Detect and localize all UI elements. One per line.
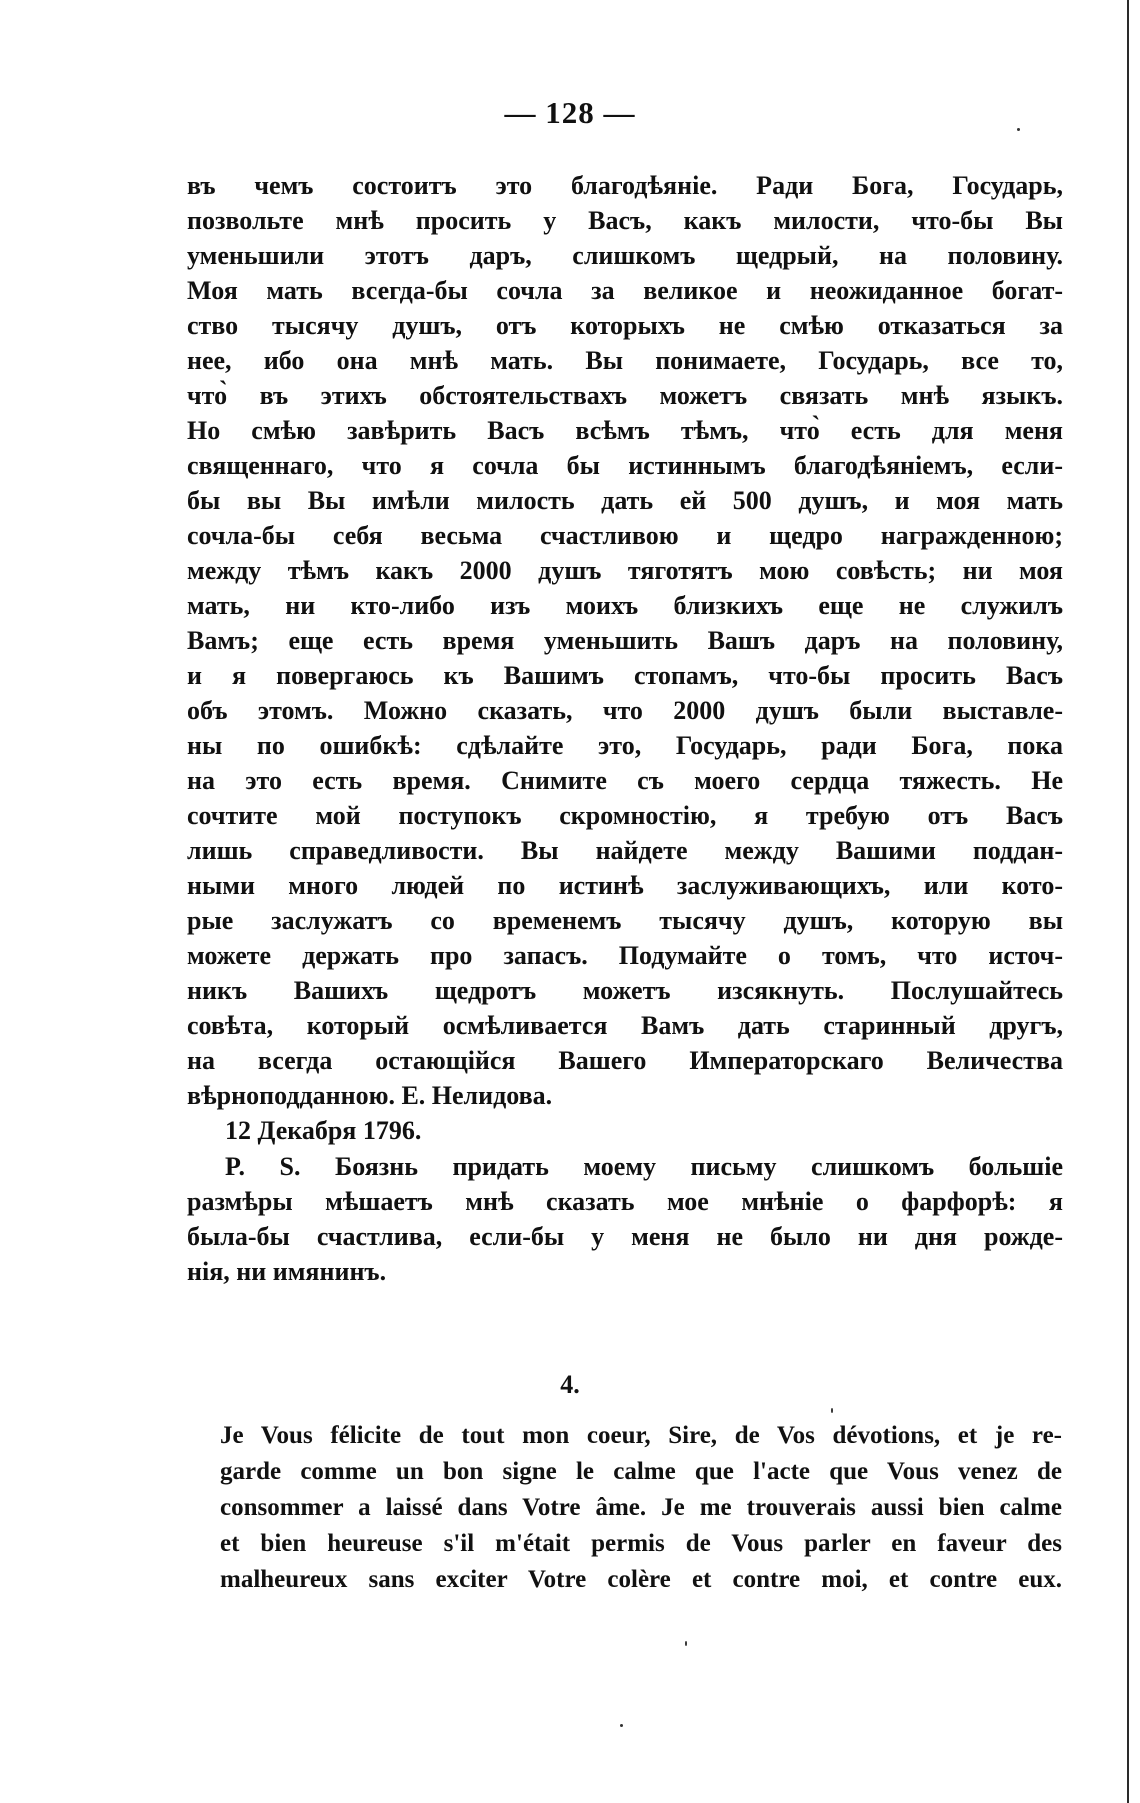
scan-speck (831, 1408, 833, 1413)
text-line: нее, ибо она мнѣ мать. Вы понимаете, Государь, все то, (187, 346, 1063, 375)
text-line: въ чемъ состоитъ это благодѣяніе. Ради Бога, Государь, (187, 171, 1063, 200)
text-line: между тѣмъ какъ 2000 душъ тяготятъ мою совѣсть; ни моя (187, 556, 1063, 585)
text-line: можете держать про запасъ. Подумайте о томъ, что источ- (187, 941, 1063, 970)
text-line: сочла-бы себя весьма счастливою и щедро награжденною; (187, 521, 1063, 550)
text-line: объ этомъ. Можно сказать, что 2000 душъ были выставле- (187, 696, 1063, 725)
text-line: Но смѣю завѣрить Васъ всѣмъ тѣмъ, что̀ есть для меня (187, 416, 1063, 445)
text-line: и я повергаюсь къ Вашимъ стопамъ, что-бы просить Васъ (187, 661, 1063, 690)
text-line: позвольте мнѣ просить у Васъ, какъ милости, что-бы Вы (187, 206, 1063, 235)
scan-speck (620, 1724, 623, 1727)
french-text-line: malheureux sans exciter Votre colère et contre moi, et contre eux. (220, 1566, 1062, 1593)
text-line: ны по ошибкѣ: сдѣлайте это, Государь, ради Бога, пока (187, 731, 1063, 760)
text-line: лишь справедливости. Вы найдете между Вашими поддан- (187, 836, 1063, 865)
section-number: 4. (560, 1370, 580, 1399)
text-line: Вамъ; еще есть время уменьшить Вашъ даръ на половину, (187, 626, 1063, 655)
french-text-line: et bien heureuse s'il m'était permis de Vous parler en faveur des (220, 1530, 1062, 1557)
text-line: мать, ни кто-либо изъ моихъ близкихъ еще не служилъ (187, 591, 1063, 620)
text-line: бы вы Вы имѣли милость дать ей 500 душъ, и моя мать (187, 486, 1063, 515)
text-line: ными много людей по истинѣ заслуживающихъ, или кото- (187, 871, 1063, 900)
page-edge-rule (1127, 0, 1129, 1803)
russian-letter-body (187, 168, 1063, 1289)
text-line: Моя мать всегда-бы сочла за великое и неожиданное богат- (187, 276, 1063, 305)
text-line: совѣта, который осмѣливается Вамъ дать старинный другъ, (187, 1011, 1063, 1040)
text-line: священнаго, что я сочла бы истиннымъ благодѣяніемъ, если- (187, 451, 1063, 480)
text-line: уменьшили этотъ даръ, слишкомъ щедрый, на половину. (187, 241, 1063, 270)
postscript-line: нія, ни имянинъ. (187, 1257, 387, 1286)
text-line: на это есть время. Снимите съ моего сердца тяжесть. Не (187, 766, 1063, 795)
scan-speck (685, 1641, 687, 1646)
french-text-line: consommer a laissé dans Votre âme. Je me trouverais aussi bien calme (220, 1494, 1062, 1521)
french-letter-body (220, 1418, 1062, 1598)
postscript-line: размѣры мѣшаетъ мнѣ сказать мое мнѣніе о фарфорѣ: я (187, 1187, 1063, 1216)
postscript-line: была-бы счастлива, если-бы у меня не было ни дня рожде- (187, 1222, 1063, 1251)
page-number: — 128 — (504, 95, 636, 130)
letter-date: 12 Декабря 1796. (225, 1116, 422, 1145)
text-line: рые заслужатъ со временемъ тысячу душъ, которую вы (187, 906, 1063, 935)
text-line: сочтите мой поступокъ скромностію, я требую отъ Васъ (187, 801, 1063, 830)
french-text-line: garde comme un bon signe le calme que l'acte que Vous venez de (220, 1458, 1062, 1485)
scan-speck (1017, 128, 1020, 131)
postscript-line: P. S. Боязнь придать моему письму слишкомъ большіе (225, 1152, 1063, 1181)
text-line: никъ Вашихъ щедротъ можетъ изсякнуть. Послушайтесь (187, 976, 1063, 1005)
text-line: на всегда остающійся Вашего Императорскаго Величества (187, 1046, 1063, 1075)
signature-line: вѣрноподданною. Е. Нелидова. (187, 1081, 553, 1110)
text-line: что̀ въ этихъ обстоятельствахъ можетъ связать мнѣ языкъ. (187, 381, 1063, 410)
french-text-line: Je Vous félicite de tout mon coeur, Sire, de Vos dévotions, et je re- (220, 1422, 1062, 1449)
text-line: ство тысячу душъ, отъ которыхъ не смѣю отказаться за (187, 311, 1063, 340)
